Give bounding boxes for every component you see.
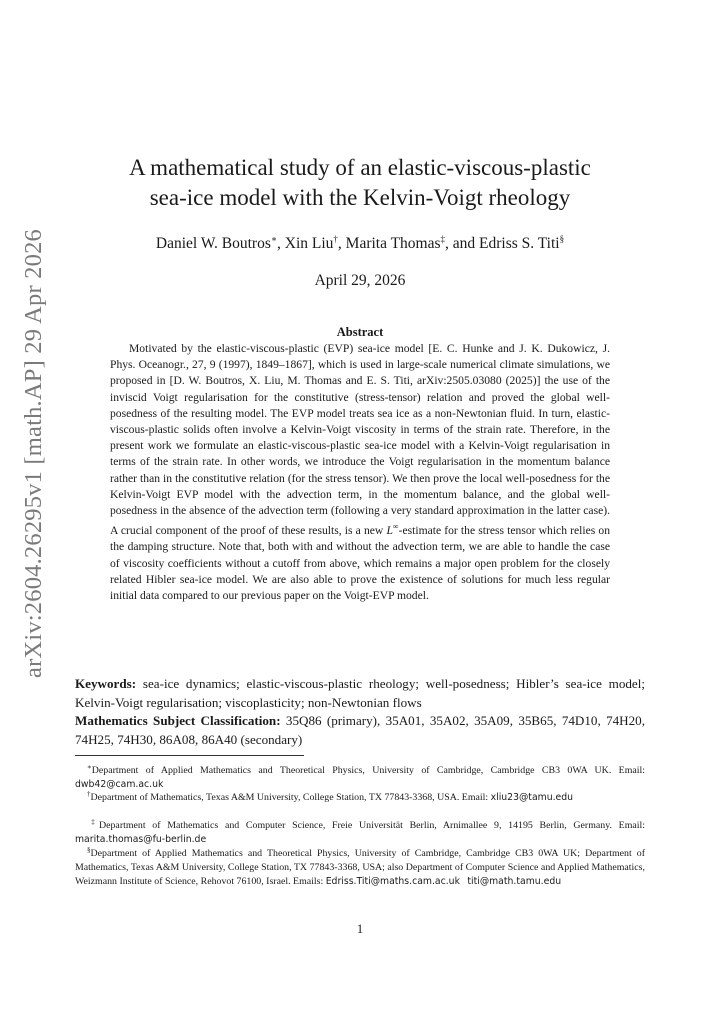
author-list xyxy=(60,234,660,253)
footnote-rule xyxy=(75,755,304,756)
footnote-text: Department of Applied Mathematics and Theoretical Physics, University of Cambridge, Cambridge CB3 0WA UK; Department of Mathematics, Texas A&M University, College Station, TX 77843-3368, USA; also Department of Computer Science and Applied Mathematics, Weizmann Institute of Science, Rehovot 76100, Israel. Emails: xyxy=(75,848,645,887)
arxiv-identifier-sidebar: arXiv:2604.26295v1 [math.AP] 29 Apr 2026 xyxy=(20,229,47,678)
keywords-label: Keywords: xyxy=(75,676,137,691)
author-separator: , xyxy=(277,235,285,252)
author-titi-mark: § xyxy=(559,234,565,244)
email-link-titi-tamu[interactable]: titi@math.tamu.edu xyxy=(467,876,562,887)
footnote-mark: § xyxy=(87,846,91,854)
publication-date: April 29, 2026 xyxy=(314,272,406,289)
abstract-text-part-1: Motivated by the elastic-viscous-plastic (EVP) sea-ice model [E. C. Hunke and J. K. Dukowicz, J. Phys. Oceanogr., 27, 9 (1997), 1849–1867], which is used in large-scale numerical climate simulations, we proposed in [D. W. Boutros, X. Liu, M. Thomas and E. S. Titi, arXiv:2505.03080 (2025)] the use of the inviscid Voigt regularisation for the constitutive (stress-tensor) relation and proved the global well-posedness of the resulting model. The EVP model treats sea ice as a non-Newtonian fluid. In turn, elastic-viscous-plastic solids often involve a Kelvin-Voigt viscosity in terms of the strain rate. Therefore, in the present work we formulate an elastic-viscous-plastic sea-ice model with a Kelvin-Voigt regularisation in terms of the strain rate. In other words, we introduce the Voigt regularisation in the momentum balance rather than in the constitutive relation (for the stress tensor). We then prove the local well-posedness for the Kelvin-Voigt EVP model with the advection term, in the momentum balance, and the global well-posedness in the absence of the advection term (following a very standard approximation in the latter case). A crucial component of the proof of these results, is a new xyxy=(110,342,610,538)
email-link-thomas[interactable]: marita.thomas@fu-berlin.de xyxy=(75,834,207,845)
author-thomas-mark: ‡ xyxy=(440,234,446,244)
abstract-text-part-2: -estimate for the stress tensor which relies on the damping structure. Note that, both with and without the advection term, we are able to handle the case of viscosity coefficients without a cutoff from above, which remains a major open problem for the closely related Hibler sea-ice model. We are also able to prove the existence of solutions for much less regular initial data compared to our previous paper on the Voigt-EVP model. xyxy=(110,524,611,602)
math-infinity: ∞ xyxy=(392,522,399,532)
keywords-text: sea-ice dynamics; elastic-viscous-plastic rheology; well-posedness; Hibler’s sea-ice model; Kelvin-Voigt regularisation; viscoplasticity; non-Newtonian flows xyxy=(75,676,645,710)
math-l: L xyxy=(386,524,393,538)
msc-label: Mathematics Subject Classification: xyxy=(75,713,281,728)
abstract-heading: Abstract xyxy=(336,325,384,339)
author-thomas: Marita Thomas xyxy=(345,235,441,252)
email-link-titi-cam[interactable]: Edriss.Titi@maths.cam.ac.uk xyxy=(325,876,460,887)
footnote-text: Department of Mathematics, Texas A&M University, College Station, TX 77843-3368, USA. Email: xyxy=(90,792,491,803)
footnote-mark: † xyxy=(87,790,91,798)
author-boutros: Daniel W. Boutros xyxy=(155,235,271,252)
footnote-mark: ∗ xyxy=(87,763,92,771)
page-number: 1 xyxy=(356,922,364,936)
keywords-section xyxy=(75,675,645,712)
footnote-titi xyxy=(75,843,645,889)
msc-section xyxy=(75,712,645,749)
abstract-body xyxy=(110,341,610,604)
author-separator: , xyxy=(337,235,346,252)
paper-title xyxy=(60,153,660,213)
author-boutros-mark: ∗ xyxy=(270,234,277,244)
author-liu: Xin Liu xyxy=(284,235,334,252)
footnote-text: Department of Mathematics and Computer Science, Freie Universität Berlin, Arnimallee 9, 14195 Berlin, Germany. Email: xyxy=(98,820,645,831)
author-liu-mark: † xyxy=(333,234,338,244)
footnote-mark: ‡ xyxy=(87,818,99,826)
author-separator: , and xyxy=(445,235,480,252)
email-link-boutros[interactable]: dwb42@cam.ac.uk xyxy=(75,779,164,790)
footnote-liu xyxy=(75,787,645,805)
paper-title-line-1: A mathematical study of an elastic-viscous-plastic xyxy=(129,155,591,180)
author-titi: Edriss S. Titi xyxy=(479,235,560,252)
footnote-text: Department of Applied Mathematics and Theoretical Physics, University of Cambridge, Cambridge CB3 0WA UK. Email: xyxy=(91,765,645,776)
msc-text: 35Q86 (primary), 35A01, 35A02, 35A09, 35B65, 74D10, 74H20, 74H25, 74H30, 86A08, 86A40 (secondary) xyxy=(75,713,645,747)
paper-title-line-2: sea-ice model with the Kelvin-Voigt rheology xyxy=(149,185,571,210)
email-link-liu[interactable]: xliu23@tamu.edu xyxy=(490,792,574,803)
